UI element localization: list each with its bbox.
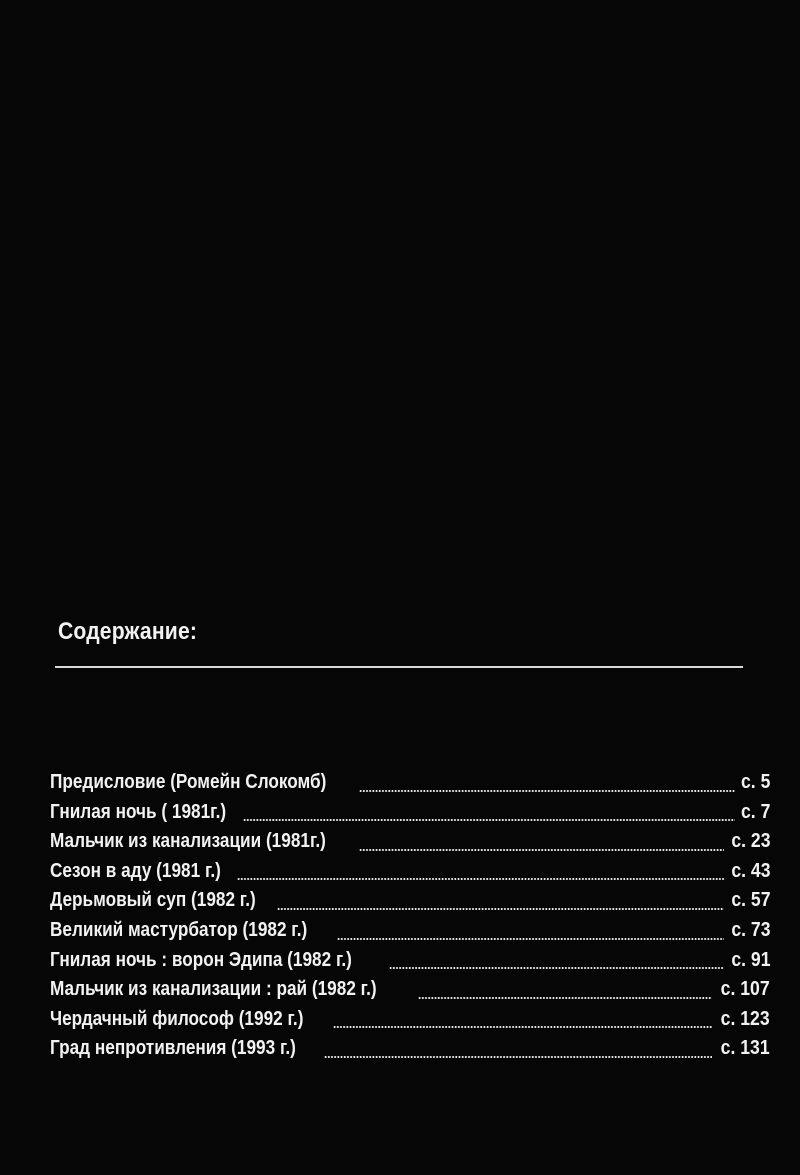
toc-entry	[50, 1034, 770, 1064]
toc-entry-title: Предисловие (Ромейн Слокомб)	[50, 771, 327, 793]
toc-entry	[50, 857, 770, 887]
toc-entry-page: с. 7	[740, 800, 770, 823]
toc-entry	[50, 975, 770, 1005]
toc-entry	[50, 827, 770, 857]
toc-entry	[50, 768, 770, 798]
toc-entry	[50, 798, 770, 828]
toc-entry	[50, 886, 770, 916]
toc-entry-title: Мальчик из канализации (1981г.)	[50, 830, 326, 853]
toc-heading: Содержание:	[58, 618, 198, 645]
toc-entry	[50, 1005, 770, 1035]
toc-entry-page: с. 91	[730, 948, 770, 971]
toc-entry-leader-dots	[324, 1056, 712, 1058]
toc-entry-leader-dots	[418, 997, 713, 999]
toc-entry-page: с. 107	[721, 978, 770, 1001]
toc-list	[50, 768, 770, 1064]
toc-entry-title: Дерьмовый суп (1982 г.)	[50, 889, 256, 912]
toc-entry-leader-dots	[359, 849, 724, 851]
toc-entry-title: Гнилая ночь : ворон Эдипа (1982 г.)	[50, 948, 352, 971]
toc-entry-leader-dots	[237, 878, 724, 880]
toc-entry-leader-dots	[337, 938, 723, 940]
toc-entry-page: с. 123	[721, 1007, 770, 1030]
toc-entry-page: с. 23	[730, 830, 770, 853]
toc-entry-title: Град непротивления (1993 г.)	[50, 1037, 296, 1060]
toc-entry-page: с. 43	[730, 859, 770, 882]
toc-entry-page: с. 5	[740, 771, 770, 793]
toc-entry-leader-dots	[359, 790, 734, 792]
toc-entry-leader-dots	[333, 1026, 713, 1028]
heading-divider	[55, 666, 743, 668]
toc-entry	[50, 916, 770, 946]
toc-entry-leader-dots	[243, 819, 735, 821]
toc-entry-page: с. 57	[730, 889, 770, 912]
toc-entry-title: Сезон в аду (1981 г.)	[50, 859, 221, 882]
toc-entry	[50, 946, 770, 976]
toc-entry-title: Чердачный философ (1992 г.)	[50, 1007, 304, 1030]
toc-entry-leader-dots	[389, 967, 723, 969]
toc-entry-title: Великий мастурбатор (1982 г.)	[50, 918, 308, 941]
toc-entry-title: Мальчик из канализации : рай (1982 г.)	[50, 978, 377, 1001]
toc-entry-leader-dots	[277, 908, 723, 910]
toc-entry-page: с. 131	[721, 1037, 770, 1060]
toc-entry-page: с. 73	[730, 918, 770, 941]
toc-entry-title: Гнилая ночь ( 1981г.)	[50, 800, 227, 823]
